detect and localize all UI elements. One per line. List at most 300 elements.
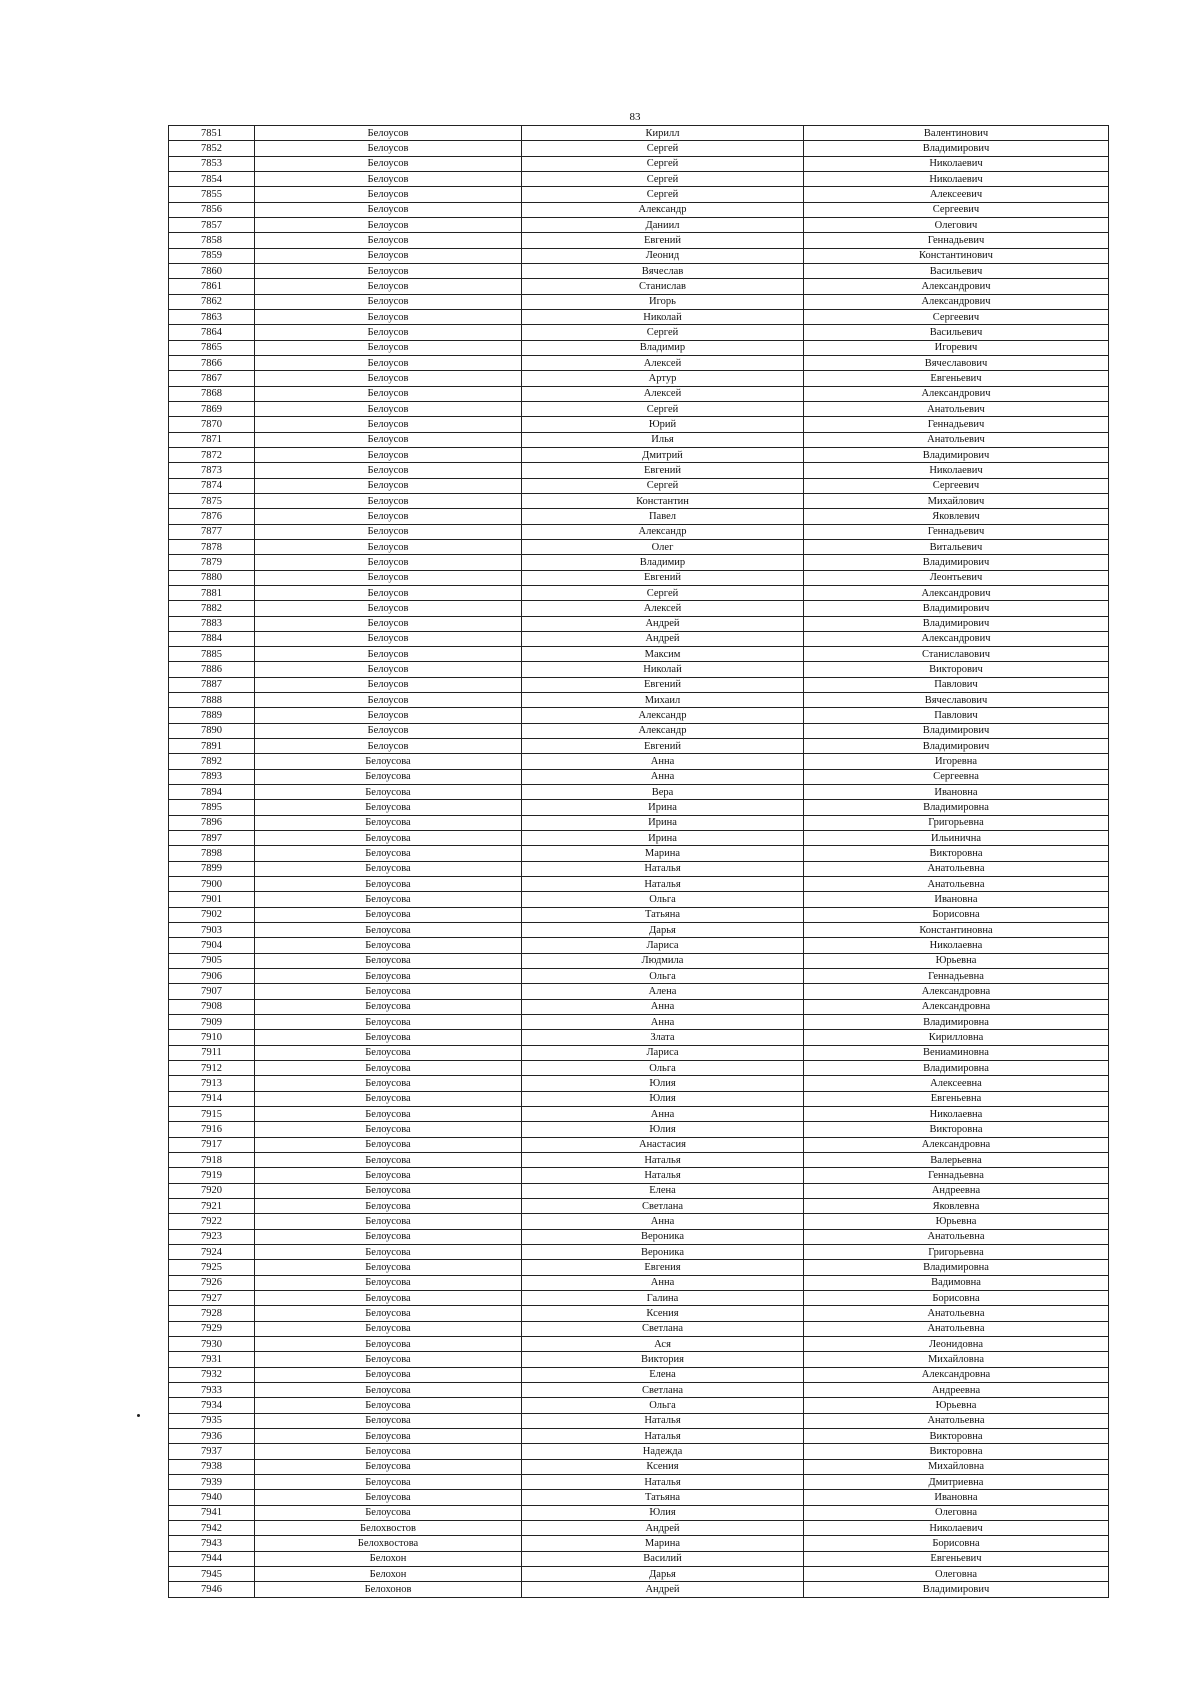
patronymic-cell: Владимирович <box>804 141 1109 156</box>
last-name-cell: Белоусов <box>255 555 522 570</box>
row-number-cell: 7928 <box>169 1306 255 1321</box>
last-name-cell: Белоусова <box>255 1183 522 1198</box>
row-number-cell: 7854 <box>169 171 255 186</box>
row-number-cell: 7920 <box>169 1183 255 1198</box>
first-name-cell: Алексей <box>522 386 804 401</box>
patronymic-cell: Григорьевна <box>804 1244 1109 1259</box>
row-number-cell: 7935 <box>169 1413 255 1428</box>
row-number-cell: 7926 <box>169 1275 255 1290</box>
patronymic-cell: Александровна <box>804 984 1109 999</box>
table-row <box>169 1107 1109 1122</box>
first-name-cell: Евгения <box>522 1260 804 1275</box>
table-row <box>169 769 1109 784</box>
row-number-cell: 7912 <box>169 1061 255 1076</box>
patronymic-cell: Геннадьевна <box>804 1168 1109 1183</box>
table-row <box>169 999 1109 1014</box>
table-row <box>169 248 1109 263</box>
first-name-cell: Ольга <box>522 1061 804 1076</box>
patronymic-cell: Александрович <box>804 386 1109 401</box>
patronymic-cell: Владимирович <box>804 616 1109 631</box>
table-row <box>169 1459 1109 1474</box>
row-number-cell: 7881 <box>169 585 255 600</box>
first-name-cell: Юлия <box>522 1076 804 1091</box>
patronymic-cell: Леонтьевич <box>804 570 1109 585</box>
table-row <box>169 708 1109 723</box>
last-name-cell: Белоусова <box>255 1428 522 1443</box>
patronymic-cell: Николаевич <box>804 171 1109 186</box>
row-number-cell: 7860 <box>169 263 255 278</box>
table-row <box>169 984 1109 999</box>
first-name-cell: Марина <box>522 846 804 861</box>
registry-body <box>169 126 1109 1598</box>
last-name-cell: Белоусов <box>255 493 522 508</box>
row-number-cell: 7873 <box>169 463 255 478</box>
patronymic-cell: Ивановна <box>804 892 1109 907</box>
last-name-cell: Белоусов <box>255 631 522 646</box>
first-name-cell: Сергей <box>522 141 804 156</box>
patronymic-cell: Олегович <box>804 217 1109 232</box>
row-number-cell: 7943 <box>169 1536 255 1551</box>
table-row <box>169 1566 1109 1581</box>
last-name-cell: Белоусова <box>255 1122 522 1137</box>
last-name-cell: Белоусова <box>255 1076 522 1091</box>
table-row <box>169 754 1109 769</box>
last-name-cell: Белоусов <box>255 570 522 585</box>
last-name-cell: Белоусов <box>255 171 522 186</box>
patronymic-cell: Алексеевна <box>804 1076 1109 1091</box>
patronymic-cell: Александрович <box>804 279 1109 294</box>
first-name-cell: Вячеслав <box>522 263 804 278</box>
table-row <box>169 1490 1109 1505</box>
patronymic-cell: Владимирович <box>804 739 1109 754</box>
last-name-cell: Белоусова <box>255 800 522 815</box>
first-name-cell: Сергей <box>522 171 804 186</box>
row-number-cell: 7865 <box>169 340 255 355</box>
first-name-cell: Надежда <box>522 1444 804 1459</box>
first-name-cell: Анна <box>522 1275 804 1290</box>
first-name-cell: Ирина <box>522 815 804 830</box>
first-name-cell: Кирилл <box>522 126 804 141</box>
table-row <box>169 1091 1109 1106</box>
first-name-cell: Анна <box>522 754 804 769</box>
table-row <box>169 1229 1109 1244</box>
row-number-cell: 7892 <box>169 754 255 769</box>
first-name-cell: Николай <box>522 309 804 324</box>
first-name-cell: Наталья <box>522 877 804 892</box>
row-number-cell: 7869 <box>169 401 255 416</box>
patronymic-cell: Григорьевна <box>804 815 1109 830</box>
last-name-cell: Белоусов <box>255 355 522 370</box>
row-number-cell: 7915 <box>169 1107 255 1122</box>
patronymic-cell: Юрьевна <box>804 953 1109 968</box>
first-name-cell: Наталья <box>522 861 804 876</box>
patronymic-cell: Вадимовна <box>804 1275 1109 1290</box>
first-name-cell: Анна <box>522 999 804 1014</box>
patronymic-cell: Александровна <box>804 1367 1109 1382</box>
patronymic-cell: Олеговна <box>804 1566 1109 1581</box>
last-name-cell: Белоусов <box>255 279 522 294</box>
row-number-cell: 7880 <box>169 570 255 585</box>
row-number-cell: 7902 <box>169 907 255 922</box>
last-name-cell: Белоусова <box>255 1275 522 1290</box>
margin-mark <box>137 1414 140 1417</box>
row-number-cell: 7883 <box>169 616 255 631</box>
table-row <box>169 1352 1109 1367</box>
table-row <box>169 1015 1109 1030</box>
row-number-cell: 7857 <box>169 217 255 232</box>
first-name-cell: Владимир <box>522 555 804 570</box>
first-name-cell: Юлия <box>522 1505 804 1520</box>
row-number-cell: 7877 <box>169 524 255 539</box>
first-name-cell: Артур <box>522 371 804 386</box>
row-number-cell: 7903 <box>169 923 255 938</box>
table-row <box>169 478 1109 493</box>
table-row <box>169 386 1109 401</box>
row-number-cell: 7940 <box>169 1490 255 1505</box>
first-name-cell: Алексей <box>522 355 804 370</box>
table-row <box>169 723 1109 738</box>
table-row <box>169 371 1109 386</box>
patronymic-cell: Станиславович <box>804 647 1109 662</box>
first-name-cell: Михаил <box>522 693 804 708</box>
table-row <box>169 969 1109 984</box>
first-name-cell: Даниил <box>522 217 804 232</box>
first-name-cell: Евгений <box>522 739 804 754</box>
first-name-cell: Ольга <box>522 892 804 907</box>
page-number: 83 <box>629 111 641 123</box>
table-row <box>169 693 1109 708</box>
last-name-cell: Белоусова <box>255 815 522 830</box>
table-row <box>169 601 1109 616</box>
table-row <box>169 1045 1109 1060</box>
patronymic-cell: Александрович <box>804 585 1109 600</box>
table-row <box>169 1137 1109 1152</box>
patronymic-cell: Михайловна <box>804 1352 1109 1367</box>
patronymic-cell: Анатольевна <box>804 1321 1109 1336</box>
table-row <box>169 1198 1109 1213</box>
last-name-cell: Белоусов <box>255 539 522 554</box>
table-row <box>169 1214 1109 1229</box>
table-row <box>169 861 1109 876</box>
table-row <box>169 953 1109 968</box>
row-number-cell: 7910 <box>169 1030 255 1045</box>
patronymic-cell: Юрьевна <box>804 1398 1109 1413</box>
patronymic-cell: Владимировна <box>804 1260 1109 1275</box>
patronymic-cell: Сергеевна <box>804 769 1109 784</box>
row-number-cell: 7917 <box>169 1137 255 1152</box>
patronymic-cell: Яковлевич <box>804 509 1109 524</box>
patronymic-cell: Николаевич <box>804 463 1109 478</box>
patronymic-cell: Николаевна <box>804 938 1109 953</box>
patronymic-cell: Владимировна <box>804 800 1109 815</box>
table-row <box>169 539 1109 554</box>
table-row <box>169 340 1109 355</box>
last-name-cell: Белоусов <box>255 723 522 738</box>
first-name-cell: Александр <box>522 723 804 738</box>
patronymic-cell: Николаевна <box>804 1107 1109 1122</box>
table-row <box>169 417 1109 432</box>
last-name-cell: Белохвостов <box>255 1520 522 1535</box>
first-name-cell: Николай <box>522 662 804 677</box>
patronymic-cell: Сергеевич <box>804 309 1109 324</box>
first-name-cell: Сергей <box>522 156 804 171</box>
last-name-cell: Белоусова <box>255 1045 522 1060</box>
row-number-cell: 7932 <box>169 1367 255 1382</box>
first-name-cell: Евгений <box>522 570 804 585</box>
first-name-cell: Сергей <box>522 401 804 416</box>
first-name-cell: Андрей <box>522 1582 804 1597</box>
row-number-cell: 7878 <box>169 539 255 554</box>
patronymic-cell: Валентинович <box>804 126 1109 141</box>
row-number-cell: 7861 <box>169 279 255 294</box>
row-number-cell: 7896 <box>169 815 255 830</box>
patronymic-cell: Михайлович <box>804 493 1109 508</box>
table-row <box>169 233 1109 248</box>
first-name-cell: Андрей <box>522 631 804 646</box>
row-number-cell: 7901 <box>169 892 255 907</box>
row-number-cell: 7867 <box>169 371 255 386</box>
first-name-cell: Вероника <box>522 1229 804 1244</box>
first-name-cell: Ксения <box>522 1306 804 1321</box>
table-row <box>169 432 1109 447</box>
first-name-cell: Юлия <box>522 1122 804 1137</box>
table-row <box>169 463 1109 478</box>
patronymic-cell: Васильевич <box>804 325 1109 340</box>
first-name-cell: Анна <box>522 1107 804 1122</box>
row-number-cell: 7911 <box>169 1045 255 1060</box>
row-number-cell: 7859 <box>169 248 255 263</box>
first-name-cell: Максим <box>522 647 804 662</box>
row-number-cell: 7898 <box>169 846 255 861</box>
row-number-cell: 7870 <box>169 417 255 432</box>
row-number-cell: 7918 <box>169 1152 255 1167</box>
first-name-cell: Павел <box>522 509 804 524</box>
first-name-cell: Игорь <box>522 294 804 309</box>
patronymic-cell: Евгеньевна <box>804 1091 1109 1106</box>
patronymic-cell: Викторовна <box>804 1122 1109 1137</box>
row-number-cell: 7874 <box>169 478 255 493</box>
last-name-cell: Белоусов <box>255 340 522 355</box>
patronymic-cell: Константиновна <box>804 923 1109 938</box>
last-name-cell: Белоусов <box>255 187 522 202</box>
last-name-cell: Белохон <box>255 1566 522 1581</box>
first-name-cell: Лариса <box>522 1045 804 1060</box>
table-row <box>169 662 1109 677</box>
last-name-cell: Белоусов <box>255 693 522 708</box>
last-name-cell: Белоусова <box>255 1137 522 1152</box>
row-number-cell: 7906 <box>169 969 255 984</box>
last-name-cell: Белоусов <box>255 417 522 432</box>
table-row <box>169 217 1109 232</box>
table-row <box>169 1122 1109 1137</box>
patronymic-cell: Александрович <box>804 294 1109 309</box>
last-name-cell: Белоусова <box>255 907 522 922</box>
patronymic-cell: Евгеньевич <box>804 371 1109 386</box>
last-name-cell: Белоусов <box>255 309 522 324</box>
table-row <box>169 1260 1109 1275</box>
row-number-cell: 7894 <box>169 785 255 800</box>
row-number-cell: 7938 <box>169 1459 255 1474</box>
patronymic-cell: Геннадьевич <box>804 417 1109 432</box>
last-name-cell: Белоусова <box>255 1198 522 1213</box>
last-name-cell: Белоусова <box>255 1030 522 1045</box>
row-number-cell: 7945 <box>169 1566 255 1581</box>
patronymic-cell: Александрович <box>804 631 1109 646</box>
first-name-cell: Елена <box>522 1183 804 1198</box>
table-row <box>169 1061 1109 1076</box>
first-name-cell: Татьяна <box>522 907 804 922</box>
row-number-cell: 7888 <box>169 693 255 708</box>
first-name-cell: Дарья <box>522 923 804 938</box>
last-name-cell: Белоусова <box>255 1306 522 1321</box>
patronymic-cell: Андреевна <box>804 1382 1109 1397</box>
first-name-cell: Наталья <box>522 1152 804 1167</box>
row-number-cell: 7890 <box>169 723 255 738</box>
last-name-cell: Белоусов <box>255 662 522 677</box>
patronymic-cell: Леонидовна <box>804 1336 1109 1351</box>
patronymic-cell: Владимирович <box>804 555 1109 570</box>
patronymic-cell: Павлович <box>804 677 1109 692</box>
last-name-cell: Белоусова <box>255 938 522 953</box>
last-name-cell: Белоусов <box>255 677 522 692</box>
table-row <box>169 616 1109 631</box>
first-name-cell: Лариса <box>522 938 804 953</box>
patronymic-cell: Юрьевна <box>804 1214 1109 1229</box>
table-row <box>169 1413 1109 1428</box>
last-name-cell: Белоусова <box>255 1015 522 1030</box>
last-name-cell: Белоусова <box>255 754 522 769</box>
patronymic-cell: Андреевна <box>804 1183 1109 1198</box>
last-name-cell: Белохонов <box>255 1582 522 1597</box>
last-name-cell: Белоусова <box>255 984 522 999</box>
last-name-cell: Белоусова <box>255 1367 522 1382</box>
row-number-cell: 7929 <box>169 1321 255 1336</box>
first-name-cell: Ирина <box>522 831 804 846</box>
row-number-cell: 7921 <box>169 1198 255 1213</box>
table-row <box>169 570 1109 585</box>
last-name-cell: Белоусова <box>255 1229 522 1244</box>
last-name-cell: Белоусова <box>255 1336 522 1351</box>
patronymic-cell: Викторовна <box>804 1444 1109 1459</box>
first-name-cell: Светлана <box>522 1382 804 1397</box>
patronymic-cell: Вячеславович <box>804 355 1109 370</box>
first-name-cell: Андрей <box>522 1520 804 1535</box>
table-row <box>169 647 1109 662</box>
row-number-cell: 7931 <box>169 1352 255 1367</box>
table-row <box>169 785 1109 800</box>
row-number-cell: 7871 <box>169 432 255 447</box>
first-name-cell: Александр <box>522 708 804 723</box>
patronymic-cell: Константинович <box>804 248 1109 263</box>
table-row <box>169 263 1109 278</box>
last-name-cell: Белоусова <box>255 1459 522 1474</box>
patronymic-cell: Владимировна <box>804 1061 1109 1076</box>
last-name-cell: Белоусова <box>255 1168 522 1183</box>
table-row <box>169 631 1109 646</box>
first-name-cell: Станислав <box>522 279 804 294</box>
row-number-cell: 7923 <box>169 1229 255 1244</box>
patronymic-cell: Анатольевна <box>804 861 1109 876</box>
row-number-cell: 7884 <box>169 631 255 646</box>
table-row <box>169 1582 1109 1597</box>
patronymic-cell: Александровна <box>804 1137 1109 1152</box>
first-name-cell: Василий <box>522 1551 804 1566</box>
first-name-cell: Евгений <box>522 463 804 478</box>
registry-table <box>168 125 1109 1598</box>
first-name-cell: Сергей <box>522 478 804 493</box>
patronymic-cell: Анатольевна <box>804 1306 1109 1321</box>
last-name-cell: Белоусов <box>255 325 522 340</box>
last-name-cell: Белоусов <box>255 233 522 248</box>
last-name-cell: Белоусова <box>255 1505 522 1520</box>
patronymic-cell: Николаевич <box>804 1520 1109 1535</box>
first-name-cell: Наталья <box>522 1428 804 1443</box>
first-name-cell: Александр <box>522 524 804 539</box>
patronymic-cell: Валерьевна <box>804 1152 1109 1167</box>
last-name-cell: Белоусов <box>255 202 522 217</box>
first-name-cell: Леонид <box>522 248 804 263</box>
row-number-cell: 7885 <box>169 647 255 662</box>
last-name-cell: Белохвостова <box>255 1536 522 1551</box>
row-number-cell: 7942 <box>169 1520 255 1535</box>
first-name-cell: Евгений <box>522 233 804 248</box>
row-number-cell: 7905 <box>169 953 255 968</box>
first-name-cell: Сергей <box>522 187 804 202</box>
row-number-cell: 7919 <box>169 1168 255 1183</box>
last-name-cell: Белоусов <box>255 371 522 386</box>
last-name-cell: Белоусова <box>255 1290 522 1305</box>
row-number-cell: 7930 <box>169 1336 255 1351</box>
table-row <box>169 1290 1109 1305</box>
last-name-cell: Белоусов <box>255 294 522 309</box>
first-name-cell: Александр <box>522 202 804 217</box>
row-number-cell: 7939 <box>169 1474 255 1489</box>
table-row <box>169 815 1109 830</box>
patronymic-cell: Николаевич <box>804 156 1109 171</box>
table-row <box>169 279 1109 294</box>
row-number-cell: 7909 <box>169 1015 255 1030</box>
row-number-cell: 7937 <box>169 1444 255 1459</box>
first-name-cell: Светлана <box>522 1198 804 1213</box>
last-name-cell: Белоусов <box>255 126 522 141</box>
table-row <box>169 447 1109 462</box>
last-name-cell: Белоусова <box>255 1214 522 1229</box>
last-name-cell: Белоусова <box>255 1352 522 1367</box>
first-name-cell: Наталья <box>522 1168 804 1183</box>
first-name-cell: Наталья <box>522 1413 804 1428</box>
last-name-cell: Белоусов <box>255 478 522 493</box>
first-name-cell: Сергей <box>522 585 804 600</box>
row-number-cell: 7924 <box>169 1244 255 1259</box>
table-row <box>169 309 1109 324</box>
row-number-cell: 7882 <box>169 601 255 616</box>
last-name-cell: Белоусова <box>255 1474 522 1489</box>
table-row <box>169 1321 1109 1336</box>
row-number-cell: 7936 <box>169 1428 255 1443</box>
first-name-cell: Владимир <box>522 340 804 355</box>
patronymic-cell: Борисовна <box>804 1536 1109 1551</box>
last-name-cell: Белоусов <box>255 463 522 478</box>
table-row <box>169 1244 1109 1259</box>
last-name-cell: Белоусов <box>255 141 522 156</box>
patronymic-cell: Ивановна <box>804 785 1109 800</box>
row-number-cell: 7851 <box>169 126 255 141</box>
last-name-cell: Белоусова <box>255 846 522 861</box>
patronymic-cell: Ильинична <box>804 831 1109 846</box>
last-name-cell: Белоусова <box>255 1107 522 1122</box>
patronymic-cell: Павлович <box>804 708 1109 723</box>
patronymic-cell: Владимирович <box>804 447 1109 462</box>
